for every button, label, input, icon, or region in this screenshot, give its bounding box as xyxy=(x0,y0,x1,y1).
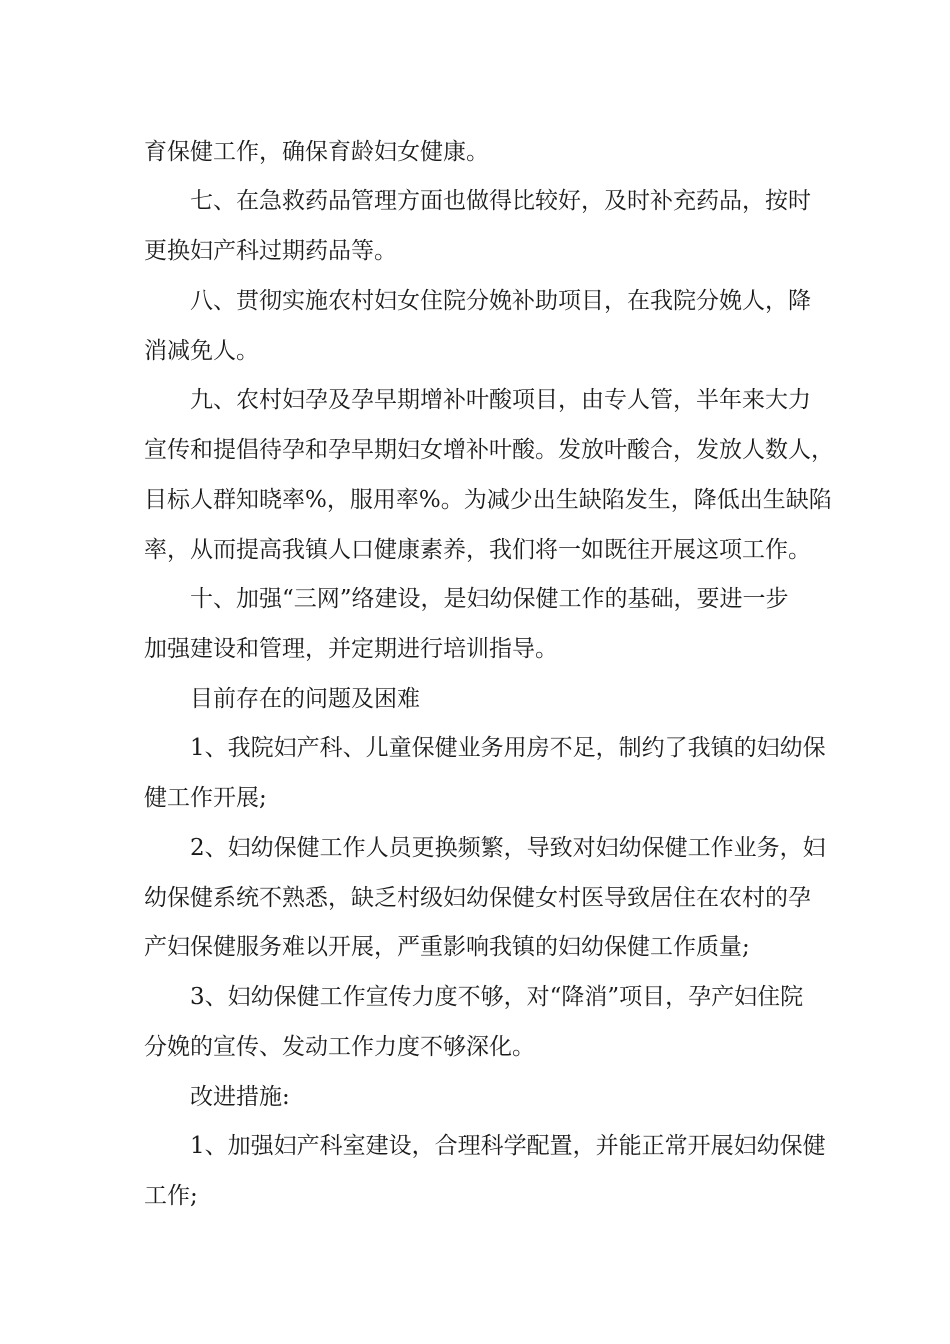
text-line: 分娩的宣传、发动工作力度不够深化。 xyxy=(144,1034,535,1060)
section-heading: 目前存在的问题及困难 xyxy=(190,686,420,712)
text-line: 幼保健系统不熟悉，缺乏村级妇幼保健女村医导致居住在农村的孕 xyxy=(144,885,811,911)
text-line: 2、妇幼保健工作人员更换频繁，导致对妇幼保健工作业务，妇 xyxy=(190,835,826,861)
text-line: 3、妇幼保健工作宣传力度不够，对“降消”项目，孕产妇住院 xyxy=(190,984,804,1010)
text-line: 目标人群知晓率%，服用率%。为减少出生缺陷发生，降低出生缺陷 xyxy=(144,487,832,513)
text-line: 宣传和提倡待孕和孕早期妇女增补叶酸。发放叶酸合，发放人数人， xyxy=(144,437,834,463)
text-line: 消减免人。 xyxy=(144,338,259,364)
text-line: 育保健工作，确保育龄妇女健康。 xyxy=(144,139,489,165)
text-line: 1、加强妇产科室建设，合理科学配置，并能正常开展妇幼保健 xyxy=(190,1133,826,1159)
text-line: 1、我院妇产科、儿童保健业务用房不足，制约了我镇的妇幼保 xyxy=(190,735,826,761)
text-line: 工作; xyxy=(144,1183,198,1209)
text-line: 率，从而提高我镇人口健康素养，我们将一如既往开展这项工作。 xyxy=(144,537,811,563)
text-line: 八、贯彻实施农村妇女住院分娩补助项目，在我院分娩人，降 xyxy=(190,288,811,314)
text-line: 九、农村妇孕及孕早期增补叶酸项目，由专人管，半年来大力 xyxy=(190,387,811,413)
text-line: 产妇保健服务难以开展，严重影响我镇的妇幼保健工作质量; xyxy=(144,934,750,960)
section-heading: 改进措施: xyxy=(190,1084,290,1110)
text-line: 七、在急救药品管理方面也做得比较好，及时补充药品，按时 xyxy=(190,188,811,214)
text-line: 更换妇产科过期药品等。 xyxy=(144,238,397,264)
text-line: 健工作开展; xyxy=(144,785,267,811)
text-line: 加强建设和管理，并定期进行培训指导。 xyxy=(144,636,558,662)
text-line: 十、加强“三网”络建设，是妇幼保健工作的基础，要进一步 xyxy=(190,586,789,612)
